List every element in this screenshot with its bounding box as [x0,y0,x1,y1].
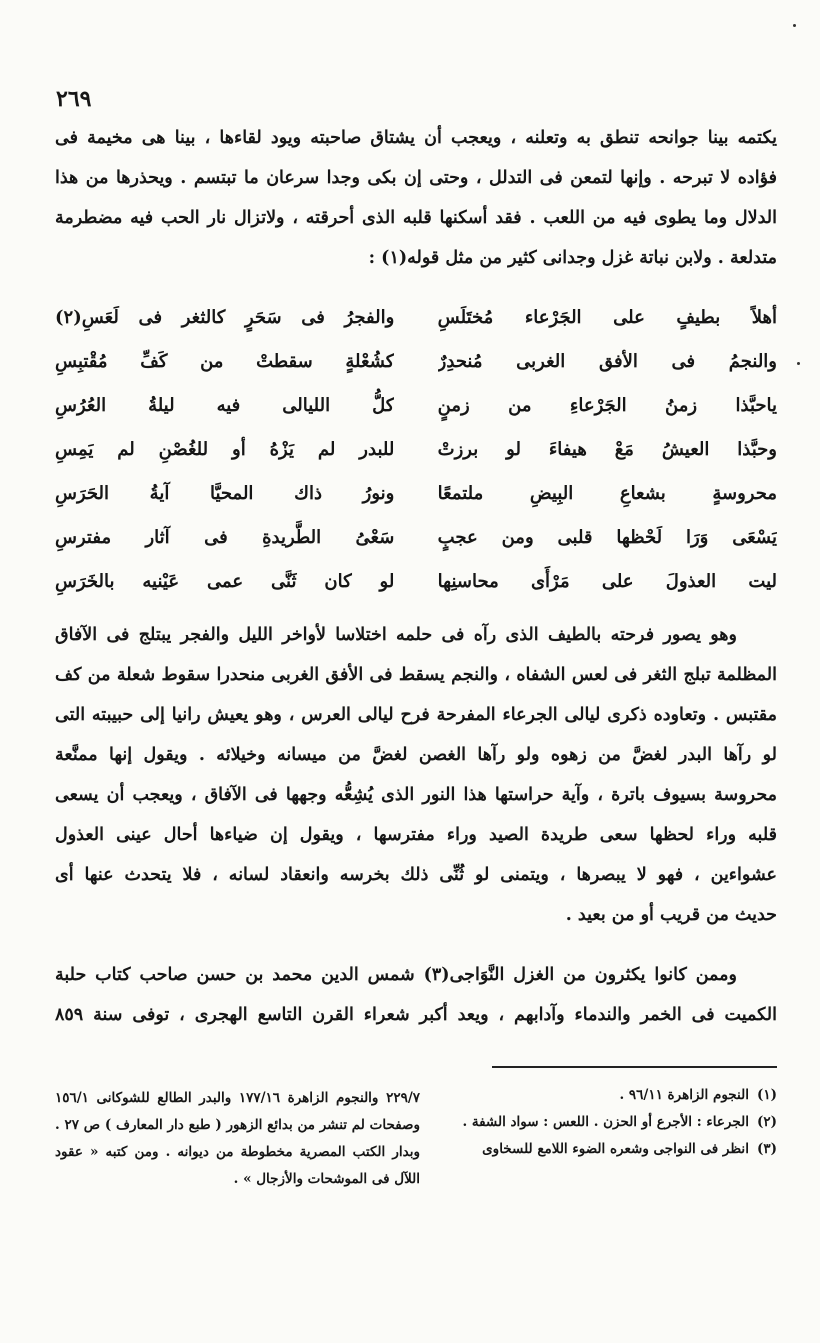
text-line: لو رآها البدر لغضَّ من زهوه ولو رآها الغصن لغضَّ من ميسانه وخيلائه . ويقول إنها ممنَّعة [55,745,777,765]
footnote-continuation: ٢٢٩/٧ والنجوم الزاهرة ١٧٧/١٦ والبدر الطالع للشوكانى ١٥٦/١ وصفحات لم تنشر من بدائع الزهور ( طبع دار المعارف ) ص ٢٧ . وبدار الكتب المصرية مخطوطة من ديوانه . ومن كتبه « عقود اللآل فى الموشحات والأزجال » . [55,1090,421,1187]
verse-second-hemistich: للبدر لم يَزْهُ أو للغُصْنِ لم يَمِسِ [55,439,395,460]
text-line: مقتبس . وتعاوده ذكرى ليالى الجرعاء المفرحة فرح ليالى العرس ، وهو يعيش رانيا إلى حبيبته التى [55,705,777,725]
poem-verse [55,428,777,472]
verse-first-hemistich: يَسْعَى وَرَا لَحْظها قلبى ومن عجبٍ [437,527,777,548]
verse-second-hemistich: كلُّ الليالى فيه ليلةُ العُرُسِ [55,395,395,416]
poem [55,296,777,604]
text-line: الدلال وما يطوى فيه من اللعب . فقد أسكنها قلبه الذى أحرقته ، ولاتزال نار الحب فيه مضطرمة [55,208,777,228]
verse-first-hemistich: محروسةٍ بشعاعِ البِيضِ ملتمعًا [437,483,777,504]
margin-mark [797,362,800,365]
text-line: الكميت فى الخمر والندماء وآدابهم ، ويعد أكبر شعراء القرن التاسع الهجرى ، توفى سنة ٨٥٩ [55,1005,777,1025]
footnote-text: انظر فى النواجى وشعره الضوء اللامع للسخاوى [482,1141,749,1157]
verse-first-hemistich: والنجمُ فى الأفق الغربى مُنحدِرٌ [437,351,777,372]
footnote-text: النجوم الزاهرة ٩٦/١١ . [619,1087,749,1103]
poem-verse [55,472,777,516]
footnote [440,1109,777,1136]
footnote-number: (١) [756,1087,777,1103]
poem-verse [55,296,777,340]
page-number: ٢٦٩ [56,86,92,112]
text-line: قلبه وراء لحظها سعى طريدة الصيد وراء مفترسها ، ويقول إن ضياءها أحال عينى العذول [55,825,777,845]
page-mark [793,24,796,27]
paragraph-3 [55,955,777,1035]
poem-verse [55,340,777,384]
footnote-separator [492,1066,777,1068]
verse-second-hemistich: كشُعْلةٍ سقطتْ من كَفِّ مُقْتبِسِ [55,351,395,372]
text-line: محروسة بسيوف باترة ، وآية حراستها هذا النور الذى يُشِعُّه وجهها فى الآفاق ، ويعجب أن يسعى [55,785,777,805]
text-line: فؤاده لا تبرحه . وإنها لتمعن فى التدلل ، وحتى إن بكى وجدا سرعان ما تبتسم . ويحذرها من هذا [55,168,777,188]
footnote-text: الجرعاء : الأجرع أو الحزن . اللعس : سواد الشفة . [462,1114,749,1130]
text-line: حديث من قريب أو من بعيد . [565,905,777,925]
poem-verse [55,560,777,604]
verse-second-hemistich: لو كان ثَنَّى عمى عَيْنيه بالخَرَسِ [55,571,395,592]
verse-first-hemistich: ليت العذولَ على مَرْأَى محاسنِها [437,571,777,592]
footnote [440,1082,777,1109]
verse-second-hemistich: سَعْىُ الطَّريدةِ فى آثار مفترسِ [55,527,395,548]
verse-second-hemistich: والفجرُ فى سَحَرٍ كالثغر فى لَعَسِ(٢) [55,307,395,328]
verse-first-hemistich: ياحبَّذا زمنُ الجَرْعاءِ من زمنٍ [437,395,777,416]
footnote-number: (٣) [756,1141,777,1157]
text-line: متدلعة . ولابن نباتة غزل وجدانى كثير من مثل قوله(١) : [368,248,777,268]
poem-verse [55,516,777,560]
text-line: وممن كانوا يكثرون من الغزل النَّوَاجى(٣) شمس الدين محمد بن حسن صاحب كتاب حلبة [55,965,737,985]
footnote [440,1136,777,1163]
verse-second-hemistich: ونورُ ذاك المحيَّا آيةُ الحَرَسِ [55,483,395,504]
text-line: يكتمه بينا جوانحه تنطق به وتعلنه ، ويعجب أن يشتاق صاحبته ويود لقاءها ، بينا هى مخيمة فى [55,128,777,148]
verse-first-hemistich: وحبَّذا العيشُ مَعْ هيفاءَ لو برزتْ [437,439,777,460]
text-line: عشواءين ، فهو لا يبصرها ، ويتمنى لو ثُنِّى ذلك بخرسه وانعقاد لسانه ، فلا يتحدث عنها أى [55,865,777,885]
paragraph-2 [55,615,777,935]
text-line: وهو يصور فرحته بالطيف الذى رآه فى حلمه اختلاسا لأواخر الليل والفجر يبتلج فى الآفاق [55,625,737,645]
paragraph-1 [55,118,777,278]
footnotes [440,1082,777,1163]
text-line: المظلمة تبلج الثغر فى لعس الشفاه ، والنجم يسقط فى الأفق الغربى منحدرا سقوط شعلة من كف [55,665,777,685]
verse-first-hemistich: أهلاً بطيفٍ على الجَرْعاء مُختَلَسِ [437,307,777,328]
poem-verse [55,384,777,428]
footnote-number: (٢) [756,1114,777,1130]
